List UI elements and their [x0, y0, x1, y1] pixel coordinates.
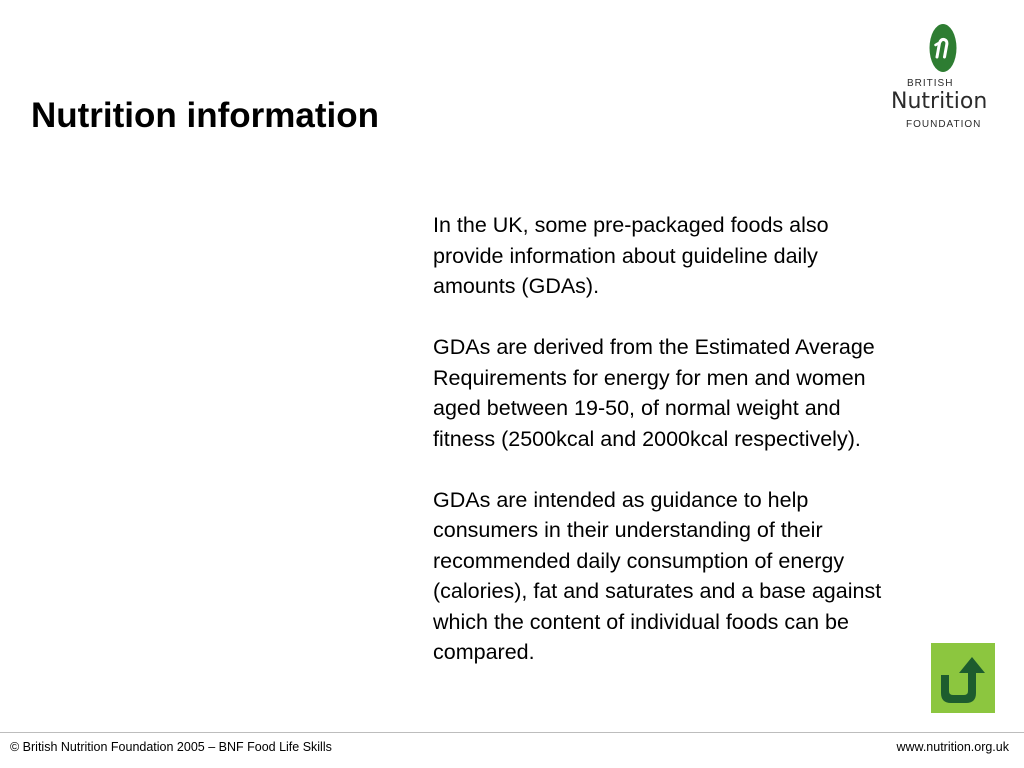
logo-text-foundation: FOUNDATION [906, 119, 982, 130]
logo-text-nutrition: Nutrition [891, 89, 988, 114]
paragraph-gda-intro: In the UK, some pre-packaged foods also provide information about guideline daily amounts (GDAs). [433, 213, 829, 298]
slide-body [433, 210, 993, 698]
bnf-logo [886, 20, 1004, 134]
paragraph-gda-guidance: GDAs are intended as guidance to help consumers in their understanding of their recommended daily consumption of energy (calories), fat and saturates and a base against which the content of individual foods can be compared. [433, 487, 882, 664]
back-button[interactable] [931, 643, 995, 713]
logo-text-british: BRITISH [907, 78, 954, 89]
footer [0, 732, 1024, 763]
slide-title: Nutrition information [31, 96, 380, 135]
footer-website-link[interactable]: www.nutrition.org.uk [896, 740, 1009, 754]
u-turn-arrow-icon [931, 643, 995, 713]
paragraph-gda-derivation: GDAs are derived from the Estimated Average Requirements for energy for men and women aged between 19-50, of normal weight and fitness (2500kcal and 2000kcal respectively). [433, 335, 875, 451]
bnf-n-leaf-icon [928, 22, 958, 74]
footer-copyright: © British Nutrition Foundation 2005 – BNF Food Life Skills [10, 740, 332, 754]
